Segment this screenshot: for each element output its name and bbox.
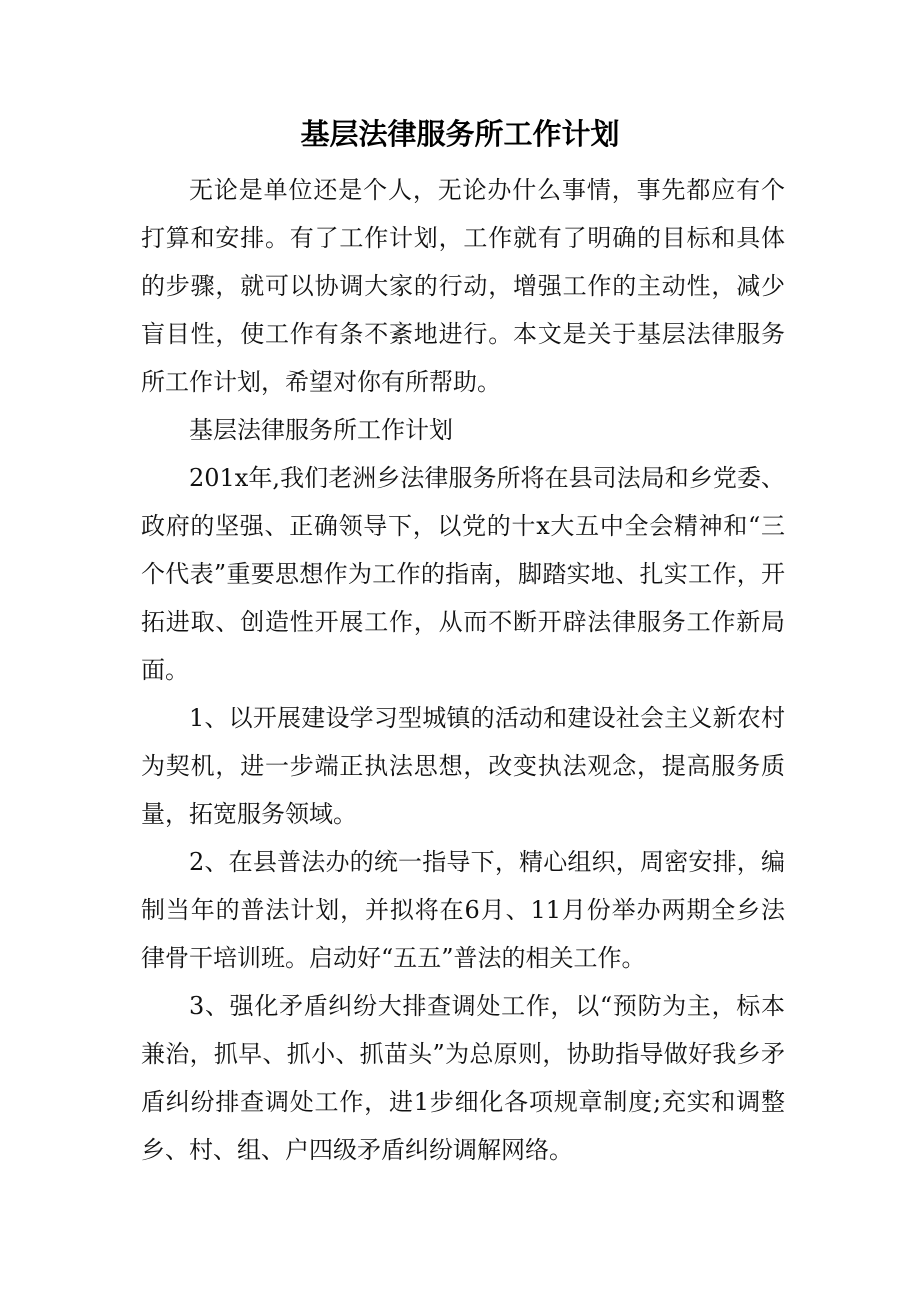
document-body xyxy=(141,166,785,1174)
item-1-paragraph: 1、以开展建设学习型城镇的活动和建设社会主义新农村为契机，进一步端正执法思想，改变执法观念，提高服务质量，拓宽服务领域。 xyxy=(141,704,785,828)
overview-paragraph: 201x年,我们老洲乡法律服务所将在县司法局和乡党委、政府的坚强、正确领导下，以党的十x大五中全会精神和“三个代表”重要思想作为工作的指南，脚踏实地、扎实工作，开拓进取、创造性开展工作，从而不断开辟法律服务工作新局面。 xyxy=(141,464,785,684)
section-heading: 基层法律服务所工作计划 xyxy=(189,416,453,444)
item-2-paragraph: 2、在县普法办的统一指导下，精心组织，周密安排，编制当年的普法计划，并拟将在6月、11月份举办两期全乡法律骨干培训班。启动好“五五”普法的相关工作。 xyxy=(141,848,785,972)
document-title: 基层法律服务所工作计划 xyxy=(300,117,620,151)
item-3-paragraph: 3、强化矛盾纠纷大排查调处工作，以“预防为主，标本兼治，抓早、抓小、抓苗头”为总原则，协助指导做好我乡矛盾纠纷排查调处工作，进1步细化各项规章制度;充实和调整乡、村、组、户四级矛盾纠纷调解网络。 xyxy=(141,992,785,1164)
intro-paragraph: 无论是单位还是个人，无论办什么事情，事先都应有个打算和安排。有了工作计划，工作就有了明确的目标和具体的步骤，就可以协调大家的行动，增强工作的主动性，减少盲目性，使工作有条不紊地进行。本文是关于基层法律服务所工作计划，希望对你有所帮助。 xyxy=(141,176,785,396)
